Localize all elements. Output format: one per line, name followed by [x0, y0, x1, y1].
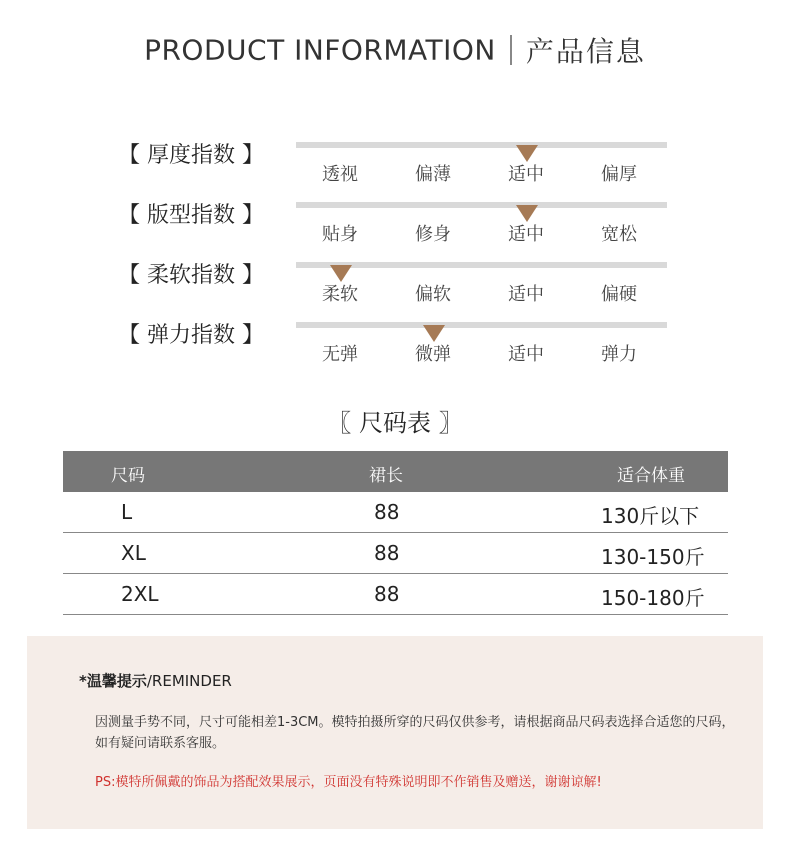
- reminder-title-en: /REMINDER: [146, 672, 232, 690]
- index-label: 【 版型指数 】: [118, 203, 264, 228]
- index-option: 偏软: [415, 284, 451, 305]
- cell-size: 2XL: [121, 582, 159, 606]
- header-length: 裙长: [369, 466, 403, 486]
- cell-weight: 130-150斤: [601, 545, 705, 569]
- title-chinese: 产品信息: [525, 35, 646, 68]
- index-option: 宽松: [601, 224, 637, 245]
- reminder-title-cn: *温馨提示: [79, 672, 147, 690]
- cell-weight: 150-180斤: [601, 586, 705, 610]
- index-option: 柔软: [322, 284, 358, 305]
- index-label: 【 弹力指数 】: [118, 323, 264, 348]
- index-option: 修身: [415, 224, 451, 245]
- index-row-softness: [0, 262, 790, 322]
- index-option: 适中: [508, 224, 544, 245]
- index-row-fit: [0, 202, 790, 262]
- title-english: PRODUCT INFORMATION: [144, 33, 496, 67]
- cell-length: 88: [374, 541, 400, 565]
- index-bar: [296, 202, 667, 208]
- reminder-text: 因测量手势不同，尺寸可能相差1-3CM。模特拍摄所穿的尺码仅供参考，请根据商品尺码表选择合适您的尺码，如有疑问请联系客服。: [95, 715, 735, 751]
- index-option: 适中: [508, 344, 544, 365]
- index-option: 弹力: [601, 344, 637, 365]
- table-row: [63, 533, 728, 574]
- table-row: [63, 492, 728, 533]
- index-label: 【 厚度指数 】: [118, 143, 264, 168]
- index-bar: [296, 322, 667, 328]
- index-option: 偏薄: [415, 164, 451, 185]
- size-table: [63, 451, 728, 615]
- index-option: 适中: [508, 284, 544, 305]
- cell-size: L: [121, 500, 133, 524]
- index-option: 透视: [322, 164, 358, 185]
- index-option: 贴身: [322, 224, 358, 245]
- page-title: [0, 30, 790, 70]
- reminder-box: [27, 636, 763, 829]
- index-option: 微弹: [415, 344, 451, 365]
- reminder-title: [79, 670, 232, 691]
- title-divider: [510, 35, 512, 65]
- cell-length: 88: [374, 582, 400, 606]
- index-option: 无弹: [322, 344, 358, 365]
- size-table-header: [63, 451, 728, 492]
- index-label: 【 柔软指数 】: [118, 263, 264, 288]
- index-option: 偏硬: [601, 284, 637, 305]
- index-row-thickness: [0, 142, 790, 202]
- table-row: [63, 574, 728, 615]
- index-option: 偏厚: [601, 164, 637, 185]
- cell-size: XL: [121, 541, 146, 565]
- header-weight: 适合体重: [617, 466, 685, 486]
- cell-weight: 130斤以下: [601, 504, 700, 528]
- reminder-ps: PS:模特所佩戴的饰品为搭配效果展示，页面没有特殊说明即不作销售及赠送，谢谢谅解!: [95, 775, 602, 790]
- header-size: 尺码: [111, 466, 145, 486]
- index-bar: [296, 142, 667, 148]
- size-table-title: 〖 尺码表 〗: [327, 409, 463, 437]
- index-row-elasticity: [0, 322, 790, 382]
- index-option: 适中: [508, 164, 544, 185]
- cell-length: 88: [374, 500, 400, 524]
